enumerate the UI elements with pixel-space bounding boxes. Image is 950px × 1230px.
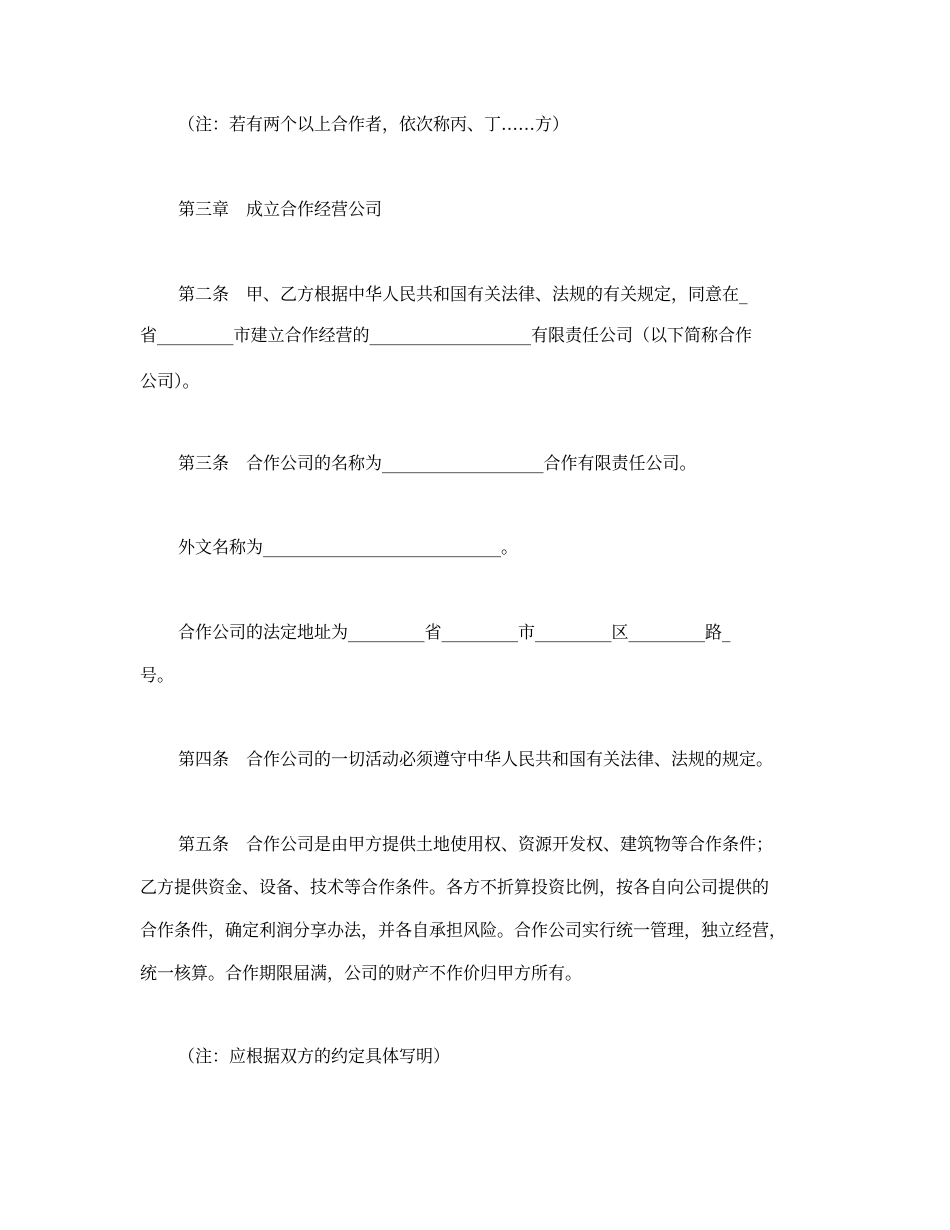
article-5-line-2: 乙方提供资金、设备、技术等合作条件。各方不折算投资比例，按各自向公司提供的 bbox=[140, 878, 769, 898]
text: 外文名称为 bbox=[178, 538, 263, 558]
note-parties: （注：若有两个以上合作者，依次称丙、丁……方） bbox=[178, 115, 569, 135]
blank-company-name: ___________________ bbox=[382, 454, 544, 474]
blank-province: _________ bbox=[157, 326, 234, 346]
article-2-line-1 bbox=[178, 284, 748, 306]
blank-company-name: ___________________ bbox=[369, 326, 531, 346]
blank-field: _________ bbox=[535, 623, 612, 643]
blank-field: _ bbox=[722, 623, 731, 643]
article-5-line-1: 第五条 合作公司是由甲方提供土地使用权、资源开发权、建筑物等合作条件； bbox=[178, 835, 773, 855]
blank-field: _________ bbox=[441, 623, 518, 643]
blank-field: _ bbox=[739, 285, 748, 305]
text: 合作有限责任公司。 bbox=[543, 454, 697, 474]
article-5-line-4: 统一核算。合作期限届满，公司的财产不作价归甲方所有。 bbox=[140, 964, 582, 984]
article-2-line-3: 公司）。 bbox=[140, 372, 200, 392]
text: 市 bbox=[518, 623, 535, 643]
article-2-line-2 bbox=[140, 325, 752, 347]
article-4: 第四条 合作公司的一切活动必须遵守中华人民共和国有关法律、法规的规定。 bbox=[178, 750, 773, 770]
blank-foreign-name: ____________________________ bbox=[263, 538, 501, 558]
chapter-heading: 第三章 成立合作经营公司 bbox=[178, 200, 382, 220]
text: 区 bbox=[611, 623, 629, 643]
article-2-text: 第二条 甲、乙方根据中华人民共和国有关法律、法规的有关规定，同意在 bbox=[178, 285, 739, 305]
article-5-line-3: 合作条件，确定利润分享办法，并各自承担风险。合作公司实行统一管理，独立经营， bbox=[140, 921, 786, 941]
text: 省 bbox=[140, 326, 157, 346]
article-3 bbox=[178, 453, 697, 475]
note-agreement: （注：应根据双方的约定具体写明） bbox=[178, 1047, 450, 1067]
text: 省 bbox=[424, 623, 442, 643]
text: 有限责任公司（以下简称合作 bbox=[531, 326, 752, 346]
foreign-name bbox=[178, 537, 518, 559]
blank-field: _________ bbox=[628, 623, 705, 643]
address-line-2: 号。 bbox=[140, 666, 174, 686]
blank-field: _________ bbox=[348, 623, 425, 643]
text: 路 bbox=[705, 623, 722, 643]
text: 第三条 合作公司的名称为 bbox=[178, 454, 382, 474]
text: 合作公司的法定地址为 bbox=[178, 623, 348, 643]
address-line-1 bbox=[178, 622, 731, 644]
text: 。 bbox=[501, 538, 518, 558]
text: 市建立合作经营的 bbox=[233, 326, 370, 346]
